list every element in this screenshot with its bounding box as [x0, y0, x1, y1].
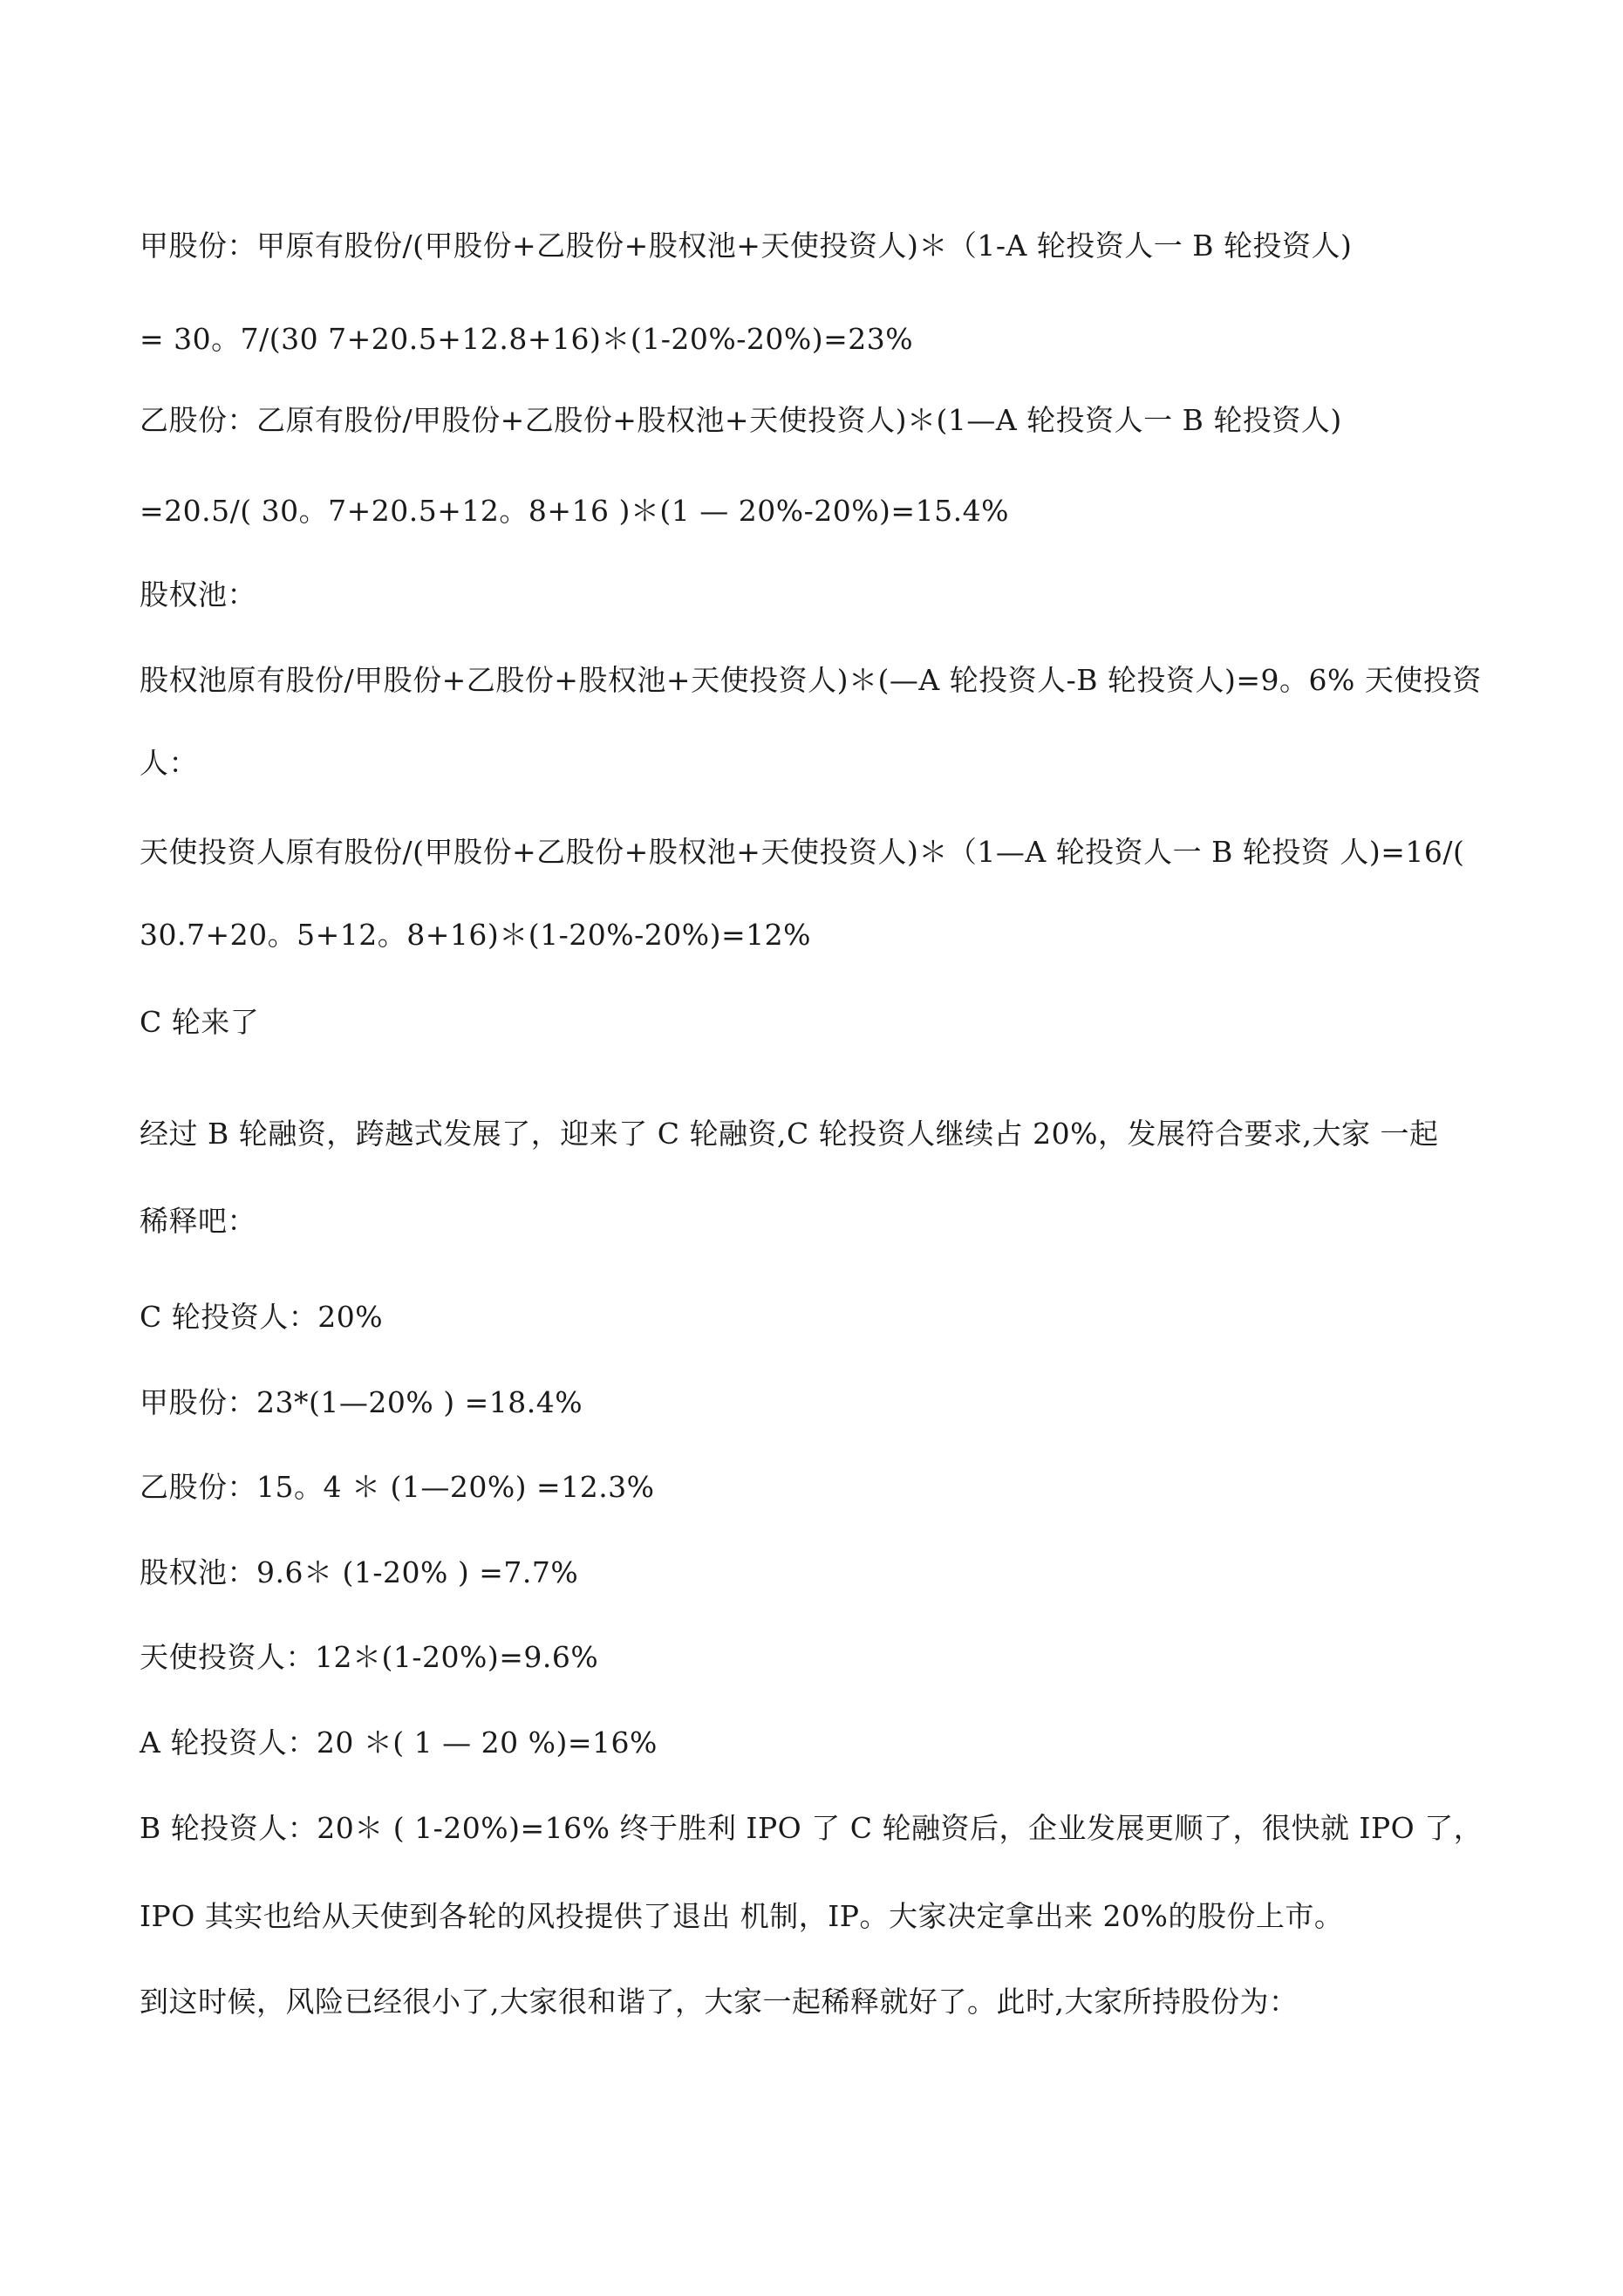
- text-line: =20.5/( 30。7+20.5+12。8+16 )＊(1 — 20%-20%)=15.4%: [140, 494, 1009, 528]
- text-line: 乙股份：15。4 ＊ (1—20%) =12.3%: [140, 1470, 655, 1504]
- text-line: 稀释吧：: [140, 1204, 256, 1238]
- text-line: 到这时候，风险已经很小了,大家很和谐了，大家一起稀释就好了。此时,大家所持股份为：: [140, 1985, 1299, 2019]
- text-line: 经过 B 轮融资，跨越式发展了，迎来了 C 轮融资,C 轮投资人继续占 20%，发展符合要求,大家 一起: [140, 1117, 1439, 1151]
- section-heading: C 轮来了: [140, 1005, 260, 1039]
- text-line: B 轮投资人：20＊ ( 1-20%)=16% 终于胜利 IPO 了 C 轮融资后，企业发展更顺了，很快就 IPO 了，: [140, 1811, 1483, 1845]
- text-line: 股权池原有股份/甲股份+乙股份+股权池+天使投资人)＊(—A 轮投资人-B 轮投资人)=9。6% 天使投资: [140, 663, 1482, 697]
- text-line: 甲股份：甲原有股份/(甲股份+乙股份+股权池+天使投资人)＊（1-A 轮投资人一 B 轮投资人): [140, 229, 1353, 263]
- text-line: 30.7+20。5+12。8+16)＊(1-20%-20%)=12%: [140, 918, 812, 952]
- text-line: 股权池：: [140, 577, 256, 612]
- text-line: 人：: [140, 746, 198, 780]
- text-line: 天使投资人：12＊(1-20%)=9.6%: [140, 1640, 599, 1674]
- text-line: 天使投资人原有股份/(甲股份+乙股份+股权池+天使投资人)＊（1—A 轮投资人一 B 轮投资 人)=16/(: [140, 835, 1465, 869]
- text-line: A 轮投资人：20 ＊( 1 — 20 %)=16%: [140, 1725, 658, 1760]
- text-line: C 轮投资人：20%: [140, 1300, 384, 1334]
- text-line: 股权池：9.6＊ (1-20% ) =7.7%: [140, 1555, 579, 1589]
- text-line: 乙股份：乙原有股份/甲股份+乙股份+股权池+天使投资人)＊(1—A 轮投资人一 B 轮投资人): [140, 403, 1342, 437]
- text-line: IPO 其实也给从天使到各轮的风投提供了退出 机制，IP。大家决定拿出来 20%的股份上市。: [140, 1899, 1344, 1933]
- text-line: 甲股份：23*(1—20% ) =18.4%: [140, 1385, 583, 1419]
- text-line: = 30。7/(30 7+20.5+12.8+16)＊(1-20%-20%)=23%: [140, 322, 914, 356]
